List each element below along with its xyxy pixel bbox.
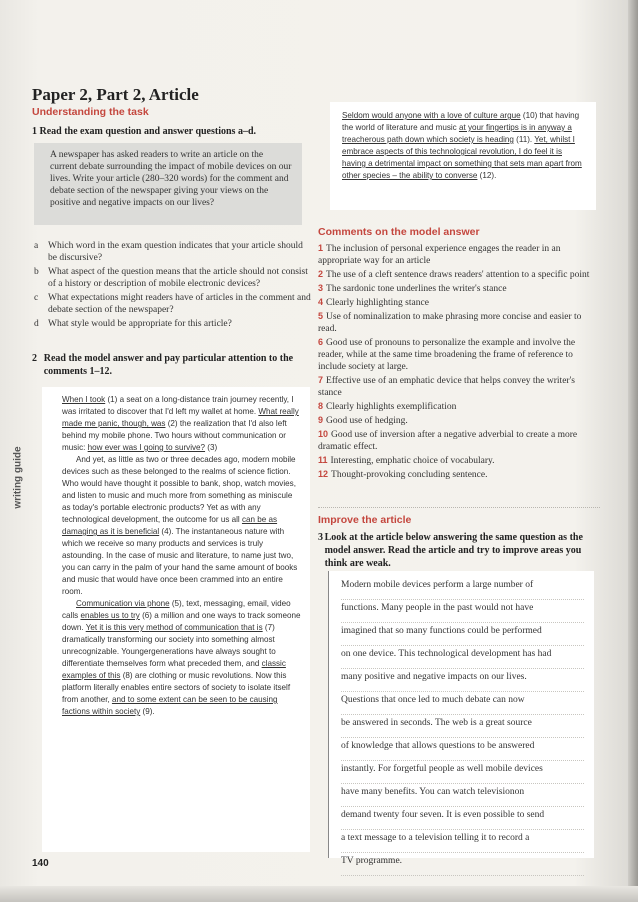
exam-question-text: A newspaper has asked readers to write an article on the current debate surrounding the impact of mobile devices on our lives. Write your article (280–320 words) for the comment and debate section of the newspaper giving your views on the positive and negative impacts on our lives? <box>50 150 292 208</box>
improve-line: functions. Many people in the past would not have <box>341 600 584 623</box>
question-text: What expectations might readers have of articles in the comment and debate section of the newspaper? <box>48 293 311 315</box>
comments-list <box>318 242 600 482</box>
improve-article-box <box>328 571 594 866</box>
question-item-c <box>32 292 312 316</box>
comment-item: 12 Thought-provoking concluding sentence. <box>318 469 488 480</box>
question-list <box>32 240 312 332</box>
exam-question-box <box>34 143 302 225</box>
page-number: 140 <box>32 858 49 869</box>
question-letter: a <box>34 241 39 251</box>
improve-line: have many benefits. You can watch televisionon <box>341 784 584 807</box>
comment-item: 3 The sardonic tone underlines the writer's stance <box>318 283 507 294</box>
side-label-text: writing guide <box>12 446 24 509</box>
improve-line: a text message to a television telling it to record a <box>341 830 584 853</box>
comment-item: 4 Clearly highlighting stance <box>318 297 429 308</box>
improve-line: of knowledge that allows questions to be answered <box>341 738 584 761</box>
section-heading-understanding: Understanding the task <box>32 106 149 118</box>
improve-line: many positive and negative impacts on our lives. <box>341 669 584 692</box>
section-divider <box>318 507 600 508</box>
question-2 <box>32 352 312 378</box>
comment-item: 8 Clearly highlights exemplification <box>318 401 457 412</box>
comment-item: 6 Good use of pronouns to personalize the example and involve the reader, while at the same time broadening the frame of reference to include society at large. <box>318 337 576 372</box>
question-3-text: Look at the article below answering the same question as the model answer. Read the article and try to improve areas you think are weak. <box>324 532 583 569</box>
improve-line: Modern mobile devices perform a large number of <box>341 577 584 600</box>
comment-item: 9 Good use of hedging. <box>318 415 408 426</box>
section-heading-improve: Improve the article <box>318 514 412 526</box>
improve-line: Questions that once led to much debate can now <box>341 692 584 715</box>
comment-item: 5 Use of nominalization to make phrasing more concise and easier to read. <box>318 311 582 334</box>
question-item-b <box>32 266 312 290</box>
question-item-a <box>32 240 312 264</box>
question-text: Which word in the exam question indicates that your article should be discursive? <box>48 241 303 263</box>
question-3 <box>318 531 600 570</box>
section-heading-comments: Comments on the model answer <box>318 226 480 238</box>
question-1: 1 Read the exam question and answer questions a–d. <box>32 126 257 137</box>
question-letter: d <box>34 319 39 329</box>
side-label <box>8 430 28 530</box>
improve-line: on one device. This technological development has had <box>341 646 584 669</box>
model-paragraph-2: And yet, as little as two or three decades ago, modern mobile devices such as these belonged to the realms of science fiction. Who would have thought it possible to bank, shop, watch movies, and listen to music and much more from something as miniscule as today's portable electronic products? Yet as with any technological development, the outcome for us all can be as damaging as it is beneficial (4). The instantaneous nature with which we receive so many products and services is truly astounding. In the case of music and literature, to name just two, you can carry in the palm of your hand the same amount of books and music that would have once been crammed into an entire room. <box>62 455 298 596</box>
question-3-number: 3 <box>318 532 323 543</box>
question-2-text: Read the model answer and pay particular attention to the comments 1–12. <box>43 353 294 377</box>
model-answer-box <box>42 387 310 852</box>
page-title: Paper 2, Part 2, Article <box>32 85 199 104</box>
model-paragraph-4: Seldom would anyone with a love of culture argue (10) that having the world of literature and music at your fingertips is in anyway a treacherous path down which society is heading (11). Yet, whilst I embrace aspects of this technological revolution, I do feel it is having a detrimental impact on something that sets man apart from other species – the ability to converse (12). <box>342 111 582 180</box>
improve-line: imagined that so many functions could be performed <box>341 623 584 646</box>
comment-item: 1 The inclusion of personal experience engages the reader in an appropriate way for an article <box>318 243 561 266</box>
question-letter: b <box>34 267 39 277</box>
comment-item: 7 Effective use of an emphatic device that helps convey the writer's stance <box>318 375 575 398</box>
model-paragraph-1: When I took (1) a seat on a long-distance train journey recently, I was irritated to discover that I'd left my wallet at home. What really made me panic, though, was (2) the realization that I'd also left behind my mobile phone. Two hours without communication or music: how ever was I going to survive? (3) <box>62 395 299 452</box>
model-answer-continuation-box <box>330 102 596 210</box>
improve-line: be answered in seconds. The web is a great source <box>341 715 584 738</box>
question-item-d <box>32 318 312 330</box>
improve-line: instantly. For forgetful people as well mobile devices <box>341 761 584 784</box>
comment-item: 2 The use of a cleft sentence draws readers' attention to a specific point <box>318 269 590 280</box>
comment-item: 10 Good use of inversion after a negative adverbial to create a more dramatic effect. <box>318 429 578 452</box>
question-2-number: 2 <box>32 353 37 364</box>
comment-item: 11 Interesting, emphatic choice of vocabulary. <box>318 455 495 466</box>
model-paragraph-3: Communication via phone (5), text, messaging, email, video calls enables us to try (6) a million and one ways to track someone down. Yet it is this very method of communication that is (7) dramatically transforming our society into something almost unrecognizable. Youngergenerations have always sought to differentiate themselves form what preceded them, and classic examples of this (8) are clothing or music revolutions. Now this platform literally enables entire sectors of society to isolate itself from another, and to some extent can be seen to be causing factions within society (9). <box>62 599 301 716</box>
page-bottom-edge <box>0 886 638 902</box>
question-letter: c <box>34 293 39 303</box>
improve-line: demand twenty four seven. It is even possible to send <box>341 807 584 830</box>
question-text: What aspect of the question means that the article should not consist of a history or description of mobile electronic devices? <box>48 267 308 289</box>
page-edge-shadow <box>628 0 638 902</box>
improve-line: TV programme. <box>341 853 584 876</box>
question-text: What style would be appropriate for this article? <box>48 319 232 329</box>
